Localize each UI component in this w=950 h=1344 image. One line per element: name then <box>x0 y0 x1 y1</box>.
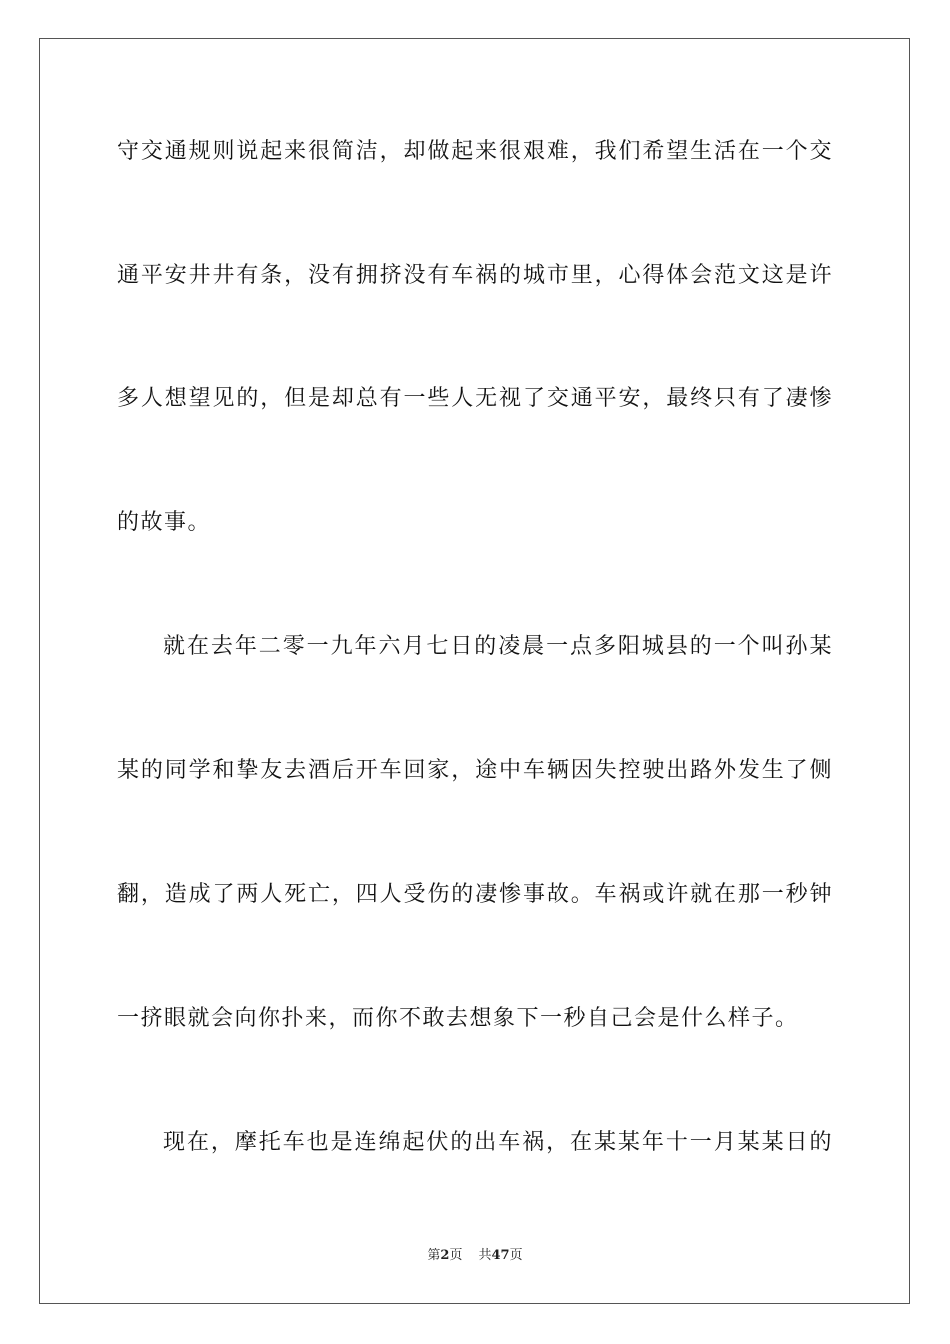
text-line: 某的同学和挚友去酒后开车回家，途中车辆因失控驶出路外发生了侧 <box>117 758 833 783</box>
text-line: 通平安井井有条，没有拥挤没有车祸的城市里，心得体会范文这是许 <box>117 263 833 288</box>
text-line-paragraph-start: 就在去年二零一九年六月七日的凌晨一点多阳城县的一个叫孙某 <box>163 634 833 659</box>
text-line: 守交通规则说起来很简洁，却做起来很艰难，我们希望生活在一个交 <box>117 139 833 164</box>
total-prefix: 共 <box>478 1248 492 1263</box>
text-line: 的故事。 <box>117 510 212 535</box>
page-footer <box>0 1248 950 1264</box>
page-number: 2 <box>440 1248 450 1263</box>
page-border <box>39 38 910 1304</box>
page-suffix: 页 <box>449 1248 463 1263</box>
total-suffix: 页 <box>509 1248 523 1263</box>
page-prefix: 第 <box>427 1248 441 1263</box>
text-line: 多人想望见的，但是却总有一些人无视了交通平安，最终只有了凄惨 <box>117 386 833 411</box>
total-pages: 47 <box>491 1248 510 1263</box>
text-line: 一挤眼就会向你扑来，而你不敢去想象下一秒自己会是什么样子。 <box>117 1006 799 1031</box>
text-line: 翻，造成了两人死亡，四人受伤的凄惨事故。车祸或许就在那一秒钟 <box>117 882 833 907</box>
text-line-paragraph-start: 现在，摩托车也是连绵起伏的出车祸，在某某年十一月某某日的 <box>163 1130 833 1155</box>
